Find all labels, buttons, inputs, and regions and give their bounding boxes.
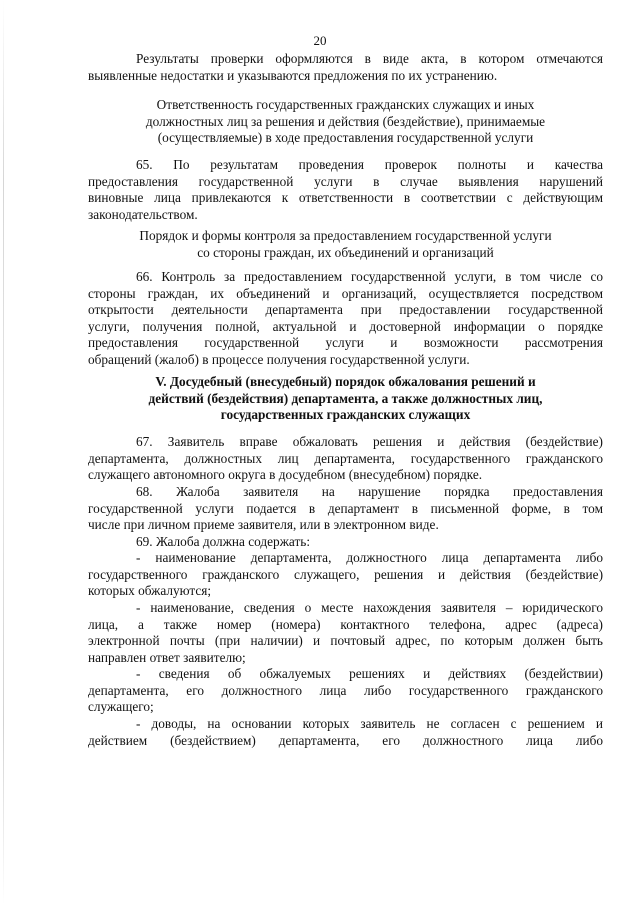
text-line: 68. Жалоба заявителя на нарушение порядка предоставления <box>136 484 603 499</box>
text-line: государственной услуги подается в департамент в письменной форме, в том <box>88 500 603 516</box>
heading-line: (осуществляемые) в ходе предоставления государственной услуги <box>157 130 534 145</box>
list-item-applicant-info <box>88 600 603 666</box>
page-number: 20 <box>313 33 327 48</box>
text-line: - наименование, сведения о месте нахождения заявителя – юридического <box>136 600 603 615</box>
text-line: действием (бездействием) департамента, его должностного лица либо <box>88 732 603 748</box>
text-line: департамента, его должностного лица либо государственного гражданского <box>88 682 603 698</box>
text-line: служащего автономного округа в досудебном (внесудебном) порядке. <box>88 467 483 482</box>
text-line: департамента, должностных лиц департамента, государственного гражданского <box>88 450 603 466</box>
text-line: служащего; <box>88 699 154 714</box>
text-line: 65. По результатам проведения проверок полноты и качества <box>136 157 603 172</box>
heading-responsibility <box>88 97 603 147</box>
paragraph-68 <box>88 484 603 534</box>
text-line: направлен ответ заявителю; <box>88 649 246 665</box>
heading-line: должностных лиц за решения и действия (бездействие), принимаемые <box>145 113 546 129</box>
paragraph-67 <box>88 434 603 484</box>
list-item-decisions <box>88 666 603 716</box>
text-line: электронной почты (при наличии) и почтовый адрес, по которым должен быть <box>88 633 603 648</box>
heading-line: Ответственность государственных гражданских служащих и иных <box>156 97 535 112</box>
text-line: - сведения об обжалуемых решениях и действиях (бездействии) <box>136 666 603 681</box>
paragraph-results-act <box>88 51 603 84</box>
heading-line: действий (бездействия) департамента, а также должностных лиц, <box>148 390 543 406</box>
text-line: числе при личном приеме заявителя, или в электронном виде. <box>88 517 439 532</box>
text-line: предоставления государственной услуги в случае выявления нарушений <box>88 173 603 189</box>
paragraph-65 <box>88 157 603 223</box>
text-line: открытости деятельности департамента при предоставлении государственной <box>88 302 603 317</box>
text-line: выявленные недостатки и указываются предложения по их устранению. <box>88 67 498 83</box>
heading-line: со стороны граждан, их объединений и организаций <box>197 244 494 260</box>
list-item-name <box>88 550 603 600</box>
text-line: 69. Жалоба должна содержать: <box>136 534 311 549</box>
paragraph-66 <box>88 269 603 368</box>
text-line: предоставления государственной услуги и возможности рассмотрения <box>88 335 603 350</box>
text-line: государственного гражданского служащего, решения и действия (бездействие) <box>88 566 603 582</box>
text-line: которых обжалуются; <box>88 583 212 598</box>
paragraph-69 <box>88 534 603 551</box>
text-line: - наименование департамента, должностного лица департамента либо <box>136 550 603 565</box>
section-v-heading <box>88 374 603 424</box>
text-line: обращений (жалоб) в процессе получения государственной услуги. <box>88 351 470 367</box>
text-line: лица, а также номер (номера) контактного телефона, адрес (адреса) <box>88 616 603 632</box>
text-line: виновные лица привлекаются к ответственности в соответствии с действующим <box>88 190 603 205</box>
text-line: стороны граждан, их объединений и организаций, осуществляется посредством <box>88 285 603 301</box>
text-line: 66. Контроль за предоставлением государственной услуги, в том числе со <box>136 269 603 284</box>
text-line: Результаты проверки оформляются в виде акта, в котором отмечаются <box>136 51 603 66</box>
text-line: - доводы, на основании которых заявитель не согласен с решением и <box>136 716 603 731</box>
heading-control-order <box>88 228 603 261</box>
heading-line: V. Досудебный (внесудебный) порядок обжалования решений и <box>155 374 536 389</box>
scan-edge-line <box>3 0 4 905</box>
text-line: услуги, получения полной, актуальной и достоверной информации о порядке <box>88 318 603 334</box>
heading-line: государственных гражданских служащих <box>220 407 471 422</box>
text-line: 67. Заявитель вправе обжаловать решения и действия (бездействие) <box>136 434 603 449</box>
heading-line: Порядок и формы контроля за предоставлением государственной услуги <box>139 228 552 243</box>
text-line: законодательством. <box>88 206 198 222</box>
list-item-arguments <box>88 716 603 749</box>
